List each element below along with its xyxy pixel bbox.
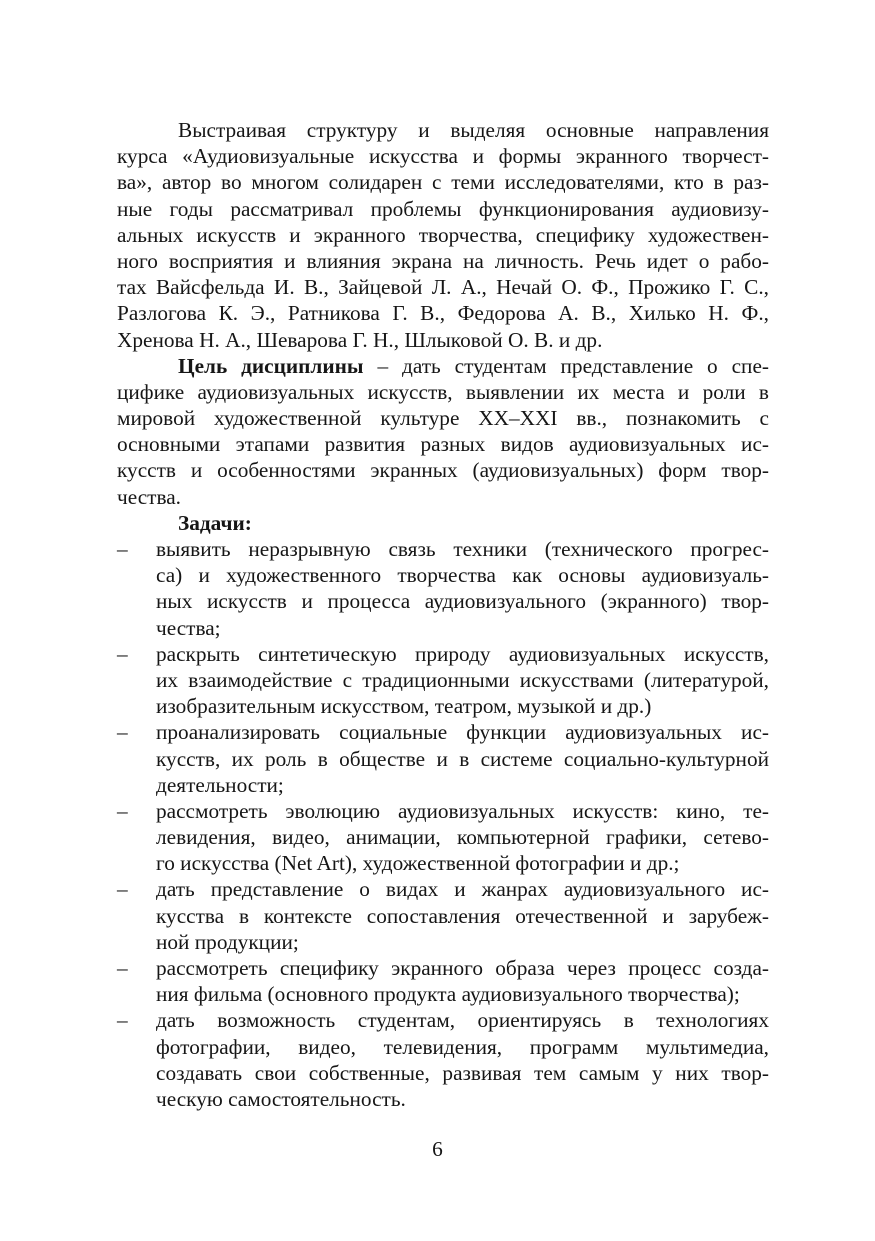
goal-paragraph — [117, 353, 769, 510]
list-item — [117, 876, 769, 955]
text-line: ва», автор во многом солидарен с теми исследователями, кто в раз- — [117, 170, 769, 195]
text-line: фотографии, видео, телевидения, программ мультимедиа, — [156, 1034, 769, 1059]
tasks-section — [117, 510, 769, 1112]
text-line: ного восприятия и влияния экрана на личность. Речь идет о рабо- — [117, 248, 769, 273]
text-line: ческую самостоятельность. — [156, 1086, 406, 1111]
text-line: изобразительным искусством, театром, музыкой и др.) — [156, 694, 652, 719]
text-line: проанализировать социальные функции аудиовизуальных ис- — [156, 720, 769, 745]
intro-paragraph — [117, 117, 769, 353]
list-dash: – — [117, 720, 128, 745]
text-line: дать возможность студентам, ориентируясь в технологиях — [156, 1008, 769, 1033]
text-line: Хренова Н. А., Шеварова Г. Н., Шлыковой О. В. и др. — [117, 327, 603, 352]
text-line: мировой художественной культуре XX–XXI вв., познакомить с — [117, 406, 769, 431]
text-line: са) и художественного творчества как основы аудиовизуаль- — [156, 563, 769, 588]
text-line: ния фильма (основного продукта аудиовизуального творчества); — [156, 982, 740, 1007]
list-dash: – — [117, 1008, 128, 1033]
list-dash: – — [117, 537, 128, 561]
page-number: 6 — [432, 1137, 443, 1161]
text-line: ных искусств и процесса аудиовизуального (экранного) твор- — [156, 589, 769, 614]
text-line: альных искусств и экранного творчества, специфику художествен- — [117, 222, 769, 247]
text-line: дать представление о видах и жанрах аудиовизуального ис- — [156, 877, 769, 902]
list-item — [117, 719, 769, 798]
text-line: рассмотреть эволюцию аудиовизуальных искусств: кино, те- — [156, 798, 769, 823]
list-item — [117, 641, 769, 720]
text-line: создавать свои собственные, развивая тем самым у них твор- — [156, 1060, 769, 1085]
goal-label: Цель дисциплины — [178, 353, 364, 378]
tasks-list — [117, 536, 769, 1112]
goal-first-line-text: – дать студентам представление о спе- — [363, 353, 769, 378]
list-item — [117, 536, 769, 641]
list-dash: – — [117, 798, 128, 823]
list-dash: – — [117, 956, 128, 980]
text-line: кусств и особенностями экранных (аудиовизуальных) форм твор- — [117, 458, 769, 483]
text-line: раскрыть синтетическую природу аудиовизуальных искусств, — [156, 641, 769, 666]
text-line: Разлогова К. Э., Ратникова Г. В., Федорова А. В., Хилько Н. Ф., — [117, 301, 769, 326]
text-line: выявить неразрывную связь техники (технического прогрес- — [156, 537, 769, 561]
text-line: го искусства (Net Art), художественной фотографии и др.; — [156, 851, 680, 876]
text-line: левидения, видео, анимации, компьютерной графики, сетево- — [156, 825, 769, 850]
list-item — [117, 955, 769, 1007]
text-line: ные годы рассматривал проблемы функционирования аудиовизу- — [117, 196, 769, 221]
text-line: ной продукции; — [156, 929, 299, 954]
list-dash: – — [117, 641, 128, 666]
text-line: основными этапами развития разных видов аудиовизуальных ис- — [117, 432, 769, 457]
text-line: цифике аудиовизуальных искусств, выявлении их места и роли в — [117, 379, 769, 404]
text-line: курса «Аудиовизуальные искусства и формы экранного творчест- — [117, 144, 769, 169]
text-line: деятельности; — [156, 772, 284, 797]
text-line: Выстраивая структуру и выделяя основные направления — [178, 118, 769, 142]
text-line: кусства в контексте сопоставления отечественной и зарубеж- — [156, 903, 769, 928]
list-dash: – — [117, 877, 128, 902]
text-line: их взаимодействие с традиционными искусствами (литературой, — [156, 667, 769, 692]
list-item — [117, 1007, 769, 1112]
text-line: рассмотреть специфику экранного образа через процесс созда- — [156, 956, 769, 980]
text-line: тах Вайсфельда И. В., Зайцевой Л. А., Нечай О. Ф., Прожико Г. С., — [117, 275, 769, 300]
text-line — [117, 353, 769, 379]
tasks-heading: Задачи: — [178, 510, 252, 535]
list-item — [117, 798, 769, 877]
text-line: чества. — [117, 484, 182, 509]
text-line: кусств, их роль в обществе и в системе социально-культурной — [156, 746, 769, 771]
page-body — [117, 117, 769, 1112]
text-line: чества; — [156, 615, 221, 640]
